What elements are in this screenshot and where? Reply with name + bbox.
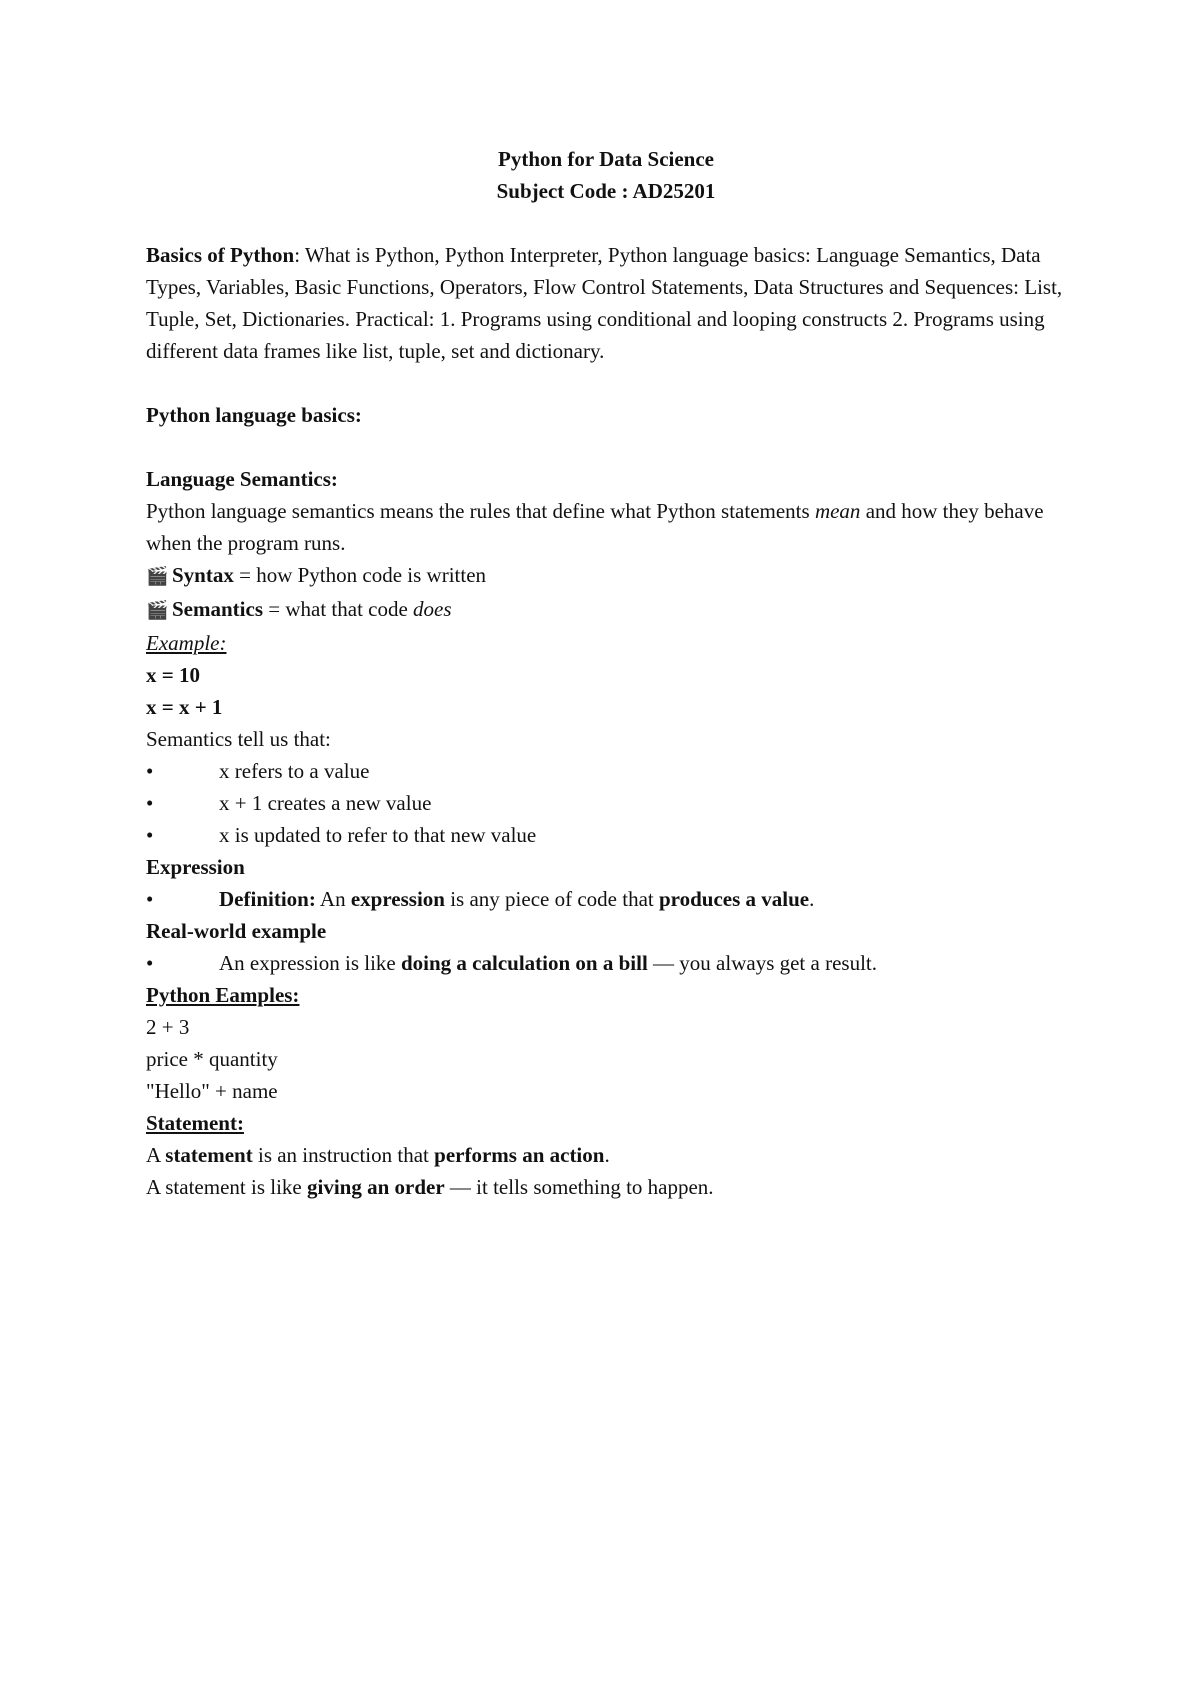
- real-world-text: An expression is like: [219, 951, 401, 975]
- semantics-intro-emphasis: mean: [814, 499, 861, 523]
- document-title: Python for Data Science: [498, 147, 714, 171]
- definition-text: An: [315, 887, 351, 911]
- semantics-emphasis: does: [413, 597, 452, 621]
- list-item: [146, 787, 1066, 819]
- lang-basics-heading: Python language basics:: [146, 403, 362, 427]
- expression-heading: Expression: [146, 855, 245, 879]
- semantics-intro-text: Python language semantics means the rules that define what Python statements: [146, 499, 815, 523]
- statement-text: A: [146, 1143, 166, 1167]
- statement-line-2: [146, 1171, 1066, 1203]
- clapper-icon: 🎬: [146, 600, 169, 621]
- semantics-intro: [146, 495, 1066, 559]
- example-label: Example:: [146, 631, 227, 655]
- semantics-heading: Language Semantics:: [146, 467, 338, 491]
- list-item-text: x refers to a value: [219, 759, 370, 783]
- clapper-icon: 🎬: [146, 566, 169, 587]
- real-world-heading: Real-world example: [146, 919, 327, 943]
- example-code: 2 + 3: [146, 1015, 190, 1039]
- bullet-marker: •: [146, 791, 154, 815]
- statement-text: — it tells something to happen.: [444, 1175, 714, 1199]
- bullet-marker: •: [146, 951, 154, 975]
- basics-paragraph: [146, 239, 1066, 367]
- statement-bold: statement: [165, 1143, 253, 1167]
- basics-label: Basics of Python: [146, 243, 295, 267]
- statement-bold: performs an action: [434, 1143, 605, 1167]
- definition-text: .: [809, 887, 815, 911]
- semantics-text: = what that code: [263, 597, 414, 621]
- spacer: [146, 431, 1066, 463]
- syntax-line: [146, 559, 1066, 593]
- example-code: price * quantity: [146, 1047, 278, 1071]
- bullet-marker: •: [146, 759, 154, 783]
- example-code: "Hello" + name: [146, 1079, 278, 1103]
- document-page: [146, 143, 1066, 1203]
- code-line-2: x = x + 1: [146, 695, 223, 719]
- list-item-text: x is updated to refer to that new value: [219, 823, 537, 847]
- semantics-label: Semantics: [172, 597, 263, 621]
- code-line-1: x = 10: [146, 663, 200, 687]
- list-item-text: x + 1 creates a new value: [219, 791, 432, 815]
- basics-text: : What is Python, Python Interpreter, Python language basics: Language Semantics, Data Types, Variables, Basic Functions, Operators, Flow Control Statements, Data Structures and Sequences: List, Tuple, Set, Dictionaries. Practical: 1. Programs using conditional and looping constructs 2. Programs using different data frames like list, tuple, set and dictionary.: [146, 243, 1063, 363]
- semantics-intro-text-end: and how they behave when the program runs.: [146, 499, 1044, 555]
- syntax-label: Syntax: [172, 563, 234, 587]
- semantics-line: [146, 593, 1066, 627]
- statement-heading: Statement:: [146, 1111, 244, 1135]
- syntax-text: = how Python code is written: [233, 563, 487, 587]
- real-world-bold: doing a calculation on a bill: [400, 951, 648, 975]
- definition-bold: expression: [350, 887, 445, 911]
- statement-text: .: [604, 1143, 610, 1167]
- list-item: [146, 755, 1066, 787]
- definition-text: is any piece of code that: [444, 887, 659, 911]
- list-item: [146, 947, 1066, 979]
- definition-bold: produces a value: [658, 887, 810, 911]
- bullet-marker: •: [146, 887, 154, 911]
- statement-text: is an instruction that: [252, 1143, 435, 1167]
- statement-line-1: [146, 1139, 1066, 1171]
- semantics-tell: Semantics tell us that:: [146, 727, 331, 751]
- examples-heading: Python Eamples:: [146, 983, 300, 1007]
- spacer: [146, 367, 1066, 399]
- subject-code: Subject Code : AD25201: [496, 179, 716, 203]
- list-item: [146, 819, 1066, 851]
- bullet-marker: •: [146, 823, 154, 847]
- spacer: [146, 207, 1066, 239]
- statement-text: A statement is like: [146, 1175, 307, 1199]
- statement-bold: giving an order: [306, 1175, 445, 1199]
- real-world-text: — you always get a result.: [647, 951, 877, 975]
- definition-label: Definition:: [219, 887, 316, 911]
- list-item: [146, 883, 1066, 915]
